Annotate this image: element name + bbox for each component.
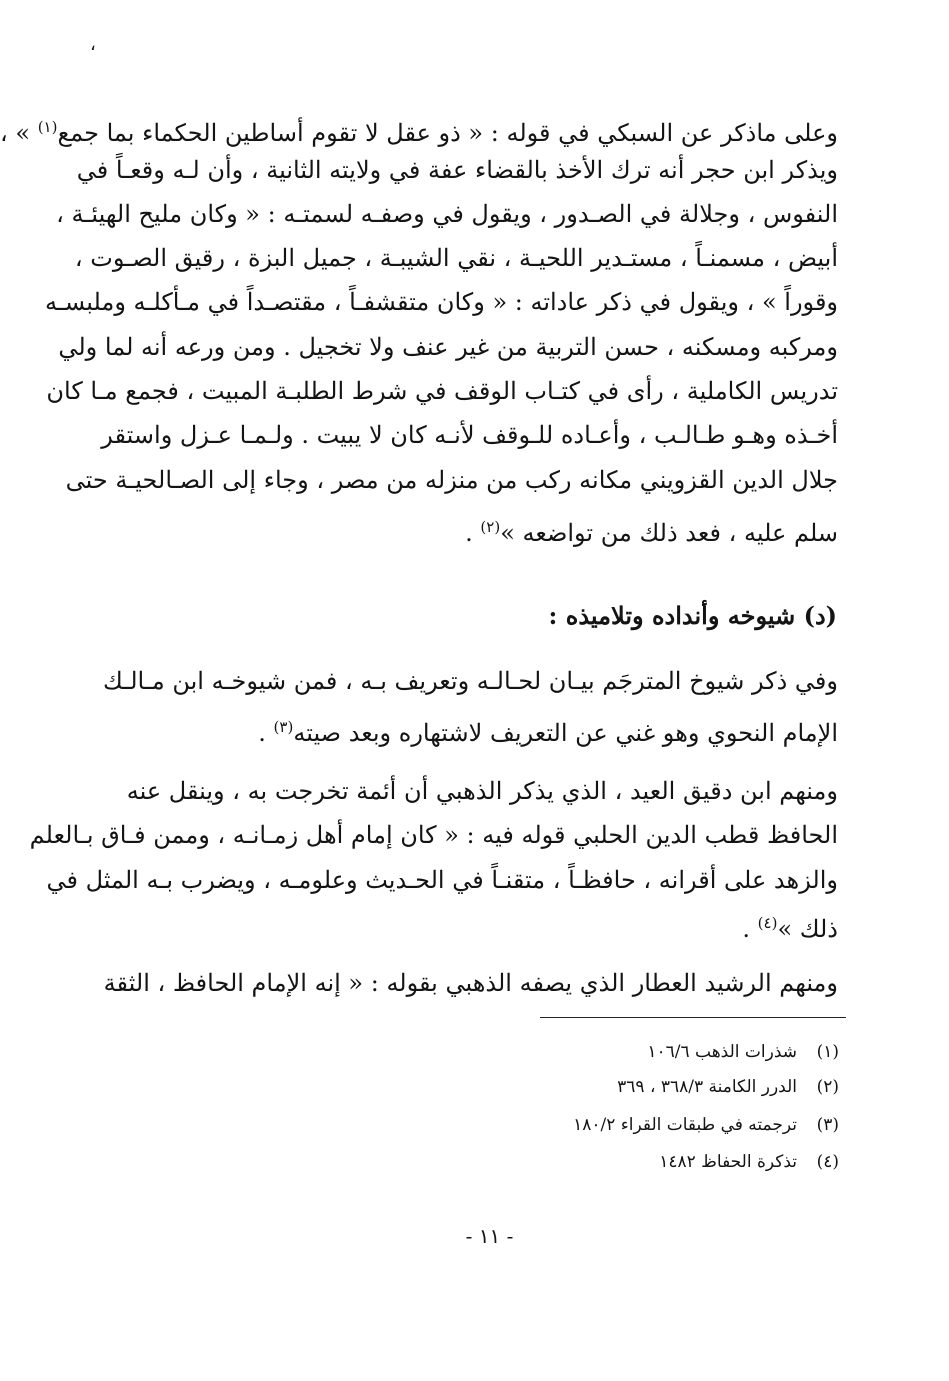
corner-mark: ،: [90, 34, 96, 55]
text-line: وقوراً » ، ويقول في ذكر عاداته : « وكان متقشفـاً ، مقتصـداً في مـأكلـه وملبسـه: [44, 288, 838, 316]
footnote-ref: (٤): [757, 914, 778, 932]
footnote: (٢)الدرر الكامنة ٣٦٨/٣ ، ٣٦٩: [617, 1077, 839, 1097]
text-line: والزهد على أقرانه ، حافظـاً ، متقنـاً في الحـديث وعلومـه ، ويضرب بـه المثل في: [46, 866, 838, 894]
text-line: وعلى ماذكر عن السبكي في قوله : « ذو عقل لا تقوم أساطين الحكماء بما جمع$^{(١)}$ » ،: [0, 118, 838, 147]
footnote-ref: (٣): [273, 718, 294, 736]
footnote-divider: [540, 1017, 846, 1018]
text-line: النفوس ، وجلالة في الصـدور ، ويقول في وصفـه لسمتـه : « وكان مليح الهيئـة ،: [56, 200, 838, 228]
text-line: ومنهم ابن دقيق العيد ، الذي يذكر الذهبي أن أئمة تخرجت به ، وينقل عنه: [126, 777, 838, 805]
text-line: سلم عليه ، فعد ذلك من تواضعه »$^{(٢)}$ .: [465, 518, 838, 547]
section-heading: (د) شيوخه وأنداده وتلاميذه :: [548, 601, 837, 630]
footnote: (٤)تذكرة الحفاظ ١٤٨٢: [659, 1152, 839, 1172]
text-line: الإمام النحوي وهو غني عن التعريف لاشتهاره وبعد صيته$^{(٣)}$ .: [258, 718, 838, 747]
footnote: (١)شذرات الذهب ١٠٦/٦: [647, 1042, 839, 1062]
text-line: أخـذه وهـو طـالـب ، وأعـاده للـوقف لأنـه كان لا يبيت . ولـمـا عـزل واستقر: [101, 421, 838, 449]
text-line: ويذكر ابن حجر أنه ترك الأخذ بالقضاء عفة في ولايته الثانية ، وأن لـه وقعـاً في: [76, 156, 838, 184]
text-line: ومركبه ومسكنه ، حسن التربية من غير عنف ولا تخجيل . ومن ورعه أنه لما ولي: [58, 333, 838, 361]
text-line: الحافظ قطب الدين الحلبي قوله فيه : « كان إمام أهل زمـانـه ، وممن فـاق بـالعلم: [29, 821, 838, 849]
text-line: وفي ذكر شيوخ المترجَم بيـان لحـالـه وتعريف بـه ، فمن شيوخـه ابن مـالـك: [102, 667, 838, 695]
page-number: - ١١ -: [465, 1224, 514, 1248]
text-line: جلال الدين القزويني مكانه ركب من منزله من مصر ، وجاء إلى الصـالحيـة حتى: [65, 466, 838, 494]
footnote-ref: (٢): [480, 518, 501, 536]
text-line: ذلك »$^{(٤)}$ .: [742, 914, 838, 943]
text-line: ومنهم الرشيد العطار الذي يصفه الذهبي بقوله : « إنه الإمام الحافظ ، الثقة: [103, 969, 838, 997]
text-line: أبيض ، مسمنـاً ، مستـدير اللحيـة ، نقي الشيبـة ، جميل البزة ، رقيق الصـوت ،: [74, 244, 838, 272]
footnote: (٣)ترجمته في طبقات القراء ١٨٠/٢: [573, 1115, 839, 1135]
text-line: تدريس الكاملية ، رأى في كتـاب الوقف في شرط الطلبـة المبيت ، فجمع مـا كان: [46, 377, 838, 405]
footnote-ref: (١): [37, 118, 58, 136]
